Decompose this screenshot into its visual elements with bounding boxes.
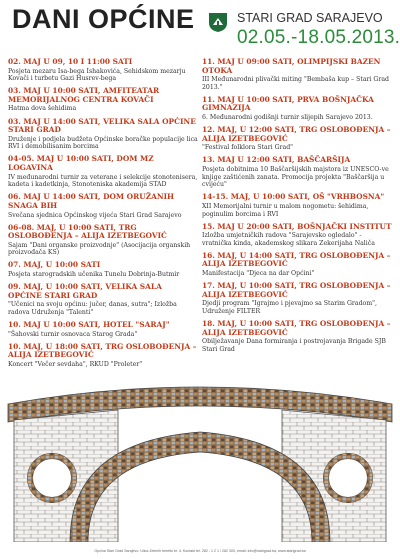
event-item xyxy=(8,58,198,83)
event-description: "Učenici na svoju općinu: jučer, danas, sutra"; Izložba radova Udruženja "Talenti" xyxy=(8,301,177,316)
event-heading: 11. MAJ U 10:00 SATI, PRVA BOŠNJAČKA GIMNAZIJA xyxy=(202,94,374,113)
event-item xyxy=(8,224,198,257)
event-description: Posjeta dobitnima 10 Baščaršijskih majstora iz UNESCO-ve knjige zaštićenih zanata. Promocija projekta "Baščaršija u cvijeću" xyxy=(202,166,389,189)
event-description: Posjeta mezaru Isa-bega Ishakovića, Sehidskom mezarju Kovači i turbetu Gazi Husrev-bega xyxy=(8,67,186,83)
event-date-range: 02.05.-18.05.2013. xyxy=(237,27,400,48)
event-item xyxy=(202,320,392,353)
event-heading: 17. MAJ, U 10:00 SATI, TRG OSLOBOĐENJA – ALIJA IZETBEGOVIĆ xyxy=(202,281,391,299)
event-item xyxy=(8,155,198,188)
event-heading: 02. MAJ U 09, 10 I 11:00 SATI xyxy=(8,57,133,66)
event-item xyxy=(8,343,198,369)
event-description: Sajam "Dani organske proizvodnje" (Asocijacija organskih proizvođača KS) xyxy=(8,241,191,257)
event-item xyxy=(8,193,198,219)
event-description: "Festival folklora Stari Grad" xyxy=(202,144,294,152)
event-heading: 10. MAJ, U 18:00 SATI, TRG OSLOBOĐENJA – ALIJA IZETBEGOVIĆ xyxy=(8,341,197,360)
event-description: 6. Međunarodni godišnji turnir slijepih Sarajevo 2013. xyxy=(202,114,373,122)
event-item xyxy=(202,282,392,315)
event-description: Hatma dova šehidima xyxy=(8,105,77,113)
event-description: IV međunarodni turnir za veterane i selekcije stonotenisera, kadeta i kadetkinja, Stonoteniska akademija STAD xyxy=(8,173,198,189)
event-item xyxy=(202,193,392,218)
event-heading: 18. MAJ, U 10:00 SATI, TRG OSLOBOĐENJA – ALIJA IZETBEGOVIĆ xyxy=(202,319,391,337)
events-column-left xyxy=(8,58,198,373)
event-heading: 10. MAJ U 10:00 SATI, HOTEL "SARAJ" xyxy=(8,320,170,330)
event-item xyxy=(202,252,392,278)
event-heading: 03. MAJ U 14:00 SATI, VELIKA SALA OPĆINE STARI GRAD xyxy=(8,116,196,135)
event-heading: 14-15. MAJ, U 10:00 SATI, OŠ "VRHBOSNA" xyxy=(202,192,385,202)
event-heading: 16. MAJ, U 14:00 SATI, TRG OSLOBOĐENJA – ALIJA IZETBEGOVIĆ xyxy=(202,250,391,269)
event-heading: 06. MAJ U 14:00 SATI, DOM ORUŽANIH SNAGA BIH xyxy=(8,192,175,210)
organizer-name: STARI GRAD SARAJEVO xyxy=(237,11,383,25)
event-heading: 15. MAJ U 20:00 SATI, BOŠNJAČKI INSTITUT xyxy=(202,221,392,231)
event-heading: 09. MAJ, U 10:00 SATI, VELIKA SALA OPĆINE STARI GRAD xyxy=(8,282,162,300)
event-description: Koncert "Večer sevdaha", RKUD "Proleter" xyxy=(8,360,143,368)
event-item xyxy=(202,223,392,248)
event-description: "Šahovski turnir osnovaca Starog Grada" xyxy=(8,330,138,338)
event-description: Svečana sjednica Općinskog vijeća Stari Grad Sarajevo xyxy=(8,211,182,219)
event-heading: 13. MAJ U 12:00 SATI, BAŠČARŠIJA xyxy=(202,155,351,165)
event-description: Posjeta starogradskih učenika Tunelu Dobrinja-Butmir xyxy=(8,271,180,279)
event-item xyxy=(202,156,392,188)
event-description: Druženje i podjela budžeta Općinske boračke populacije lica RVI i demobilisanim borcima xyxy=(8,135,198,151)
footer-contact: Općina Stari Grad Sarajevo, Ulica Zelenih beretki br. 4, Kontakt tel. 282 - 1 2 1 / 282 300, email: info@starigrad.ba, www.starigrad.ba xyxy=(94,549,306,553)
event-item xyxy=(8,321,198,338)
event-description: Izložba umjetničkih radova "Sarajevsko ogledalo" - vratnička kinda, akademskog slikara Zekerijaha Naliča xyxy=(202,232,375,247)
event-heading: 07. MAJ, U 10:00 SATI xyxy=(8,260,101,270)
event-item xyxy=(8,87,198,113)
poster-title: DANI OPĆINE xyxy=(12,4,195,34)
event-item xyxy=(202,58,392,91)
event-description: Djedji program "Igrajmo i pjevajmo sa Starim Gradom", Udruženje FILTER xyxy=(202,300,377,315)
bridge-photo-collage xyxy=(0,382,400,542)
event-description: III Međunarodni plivački miting "Bembaša kup – Stari Grad 2013." xyxy=(202,76,389,91)
event-heading: 11. MAJ U 09:00 SATI, OLIMPIJSKI BAZEN OTOKA xyxy=(202,57,381,75)
event-heading: 06-08. MAJ, U 10:00 SATI, TRG OSLOBOĐENJA – ALIJA IZETBEGOVIĆ xyxy=(8,222,167,241)
event-item xyxy=(8,283,198,316)
event-item xyxy=(202,96,392,122)
events-column-right xyxy=(202,58,392,358)
event-item xyxy=(202,126,392,152)
event-heading: 04-05. MAJ U 10:00 SATI, DOM MZ LOGAVINA xyxy=(8,154,154,173)
municipality-logo-icon xyxy=(207,11,229,33)
event-description: XII Memorijalni turnir u malom nogometu: šehidima, poginulim borcima i RVI xyxy=(202,202,369,218)
event-heading: 03. MAJ U 10:00 SATI, AMFITEATAR MEMORIJALNOG CENTRA KOVAČI xyxy=(8,86,160,104)
event-description: Obilježavanje Dana formiranja i postrojavanja Brigade SJB Stari Grad xyxy=(202,338,386,353)
event-description: Manifestacija "Djeca na dar Općini" xyxy=(202,270,315,278)
event-item xyxy=(8,261,198,278)
event-heading: 12. MAJ, U 12:00 SATI, TRG OSLOBOĐENJA – ALIJA IZETBEGOVIĆ xyxy=(202,125,391,143)
event-item xyxy=(8,118,198,151)
